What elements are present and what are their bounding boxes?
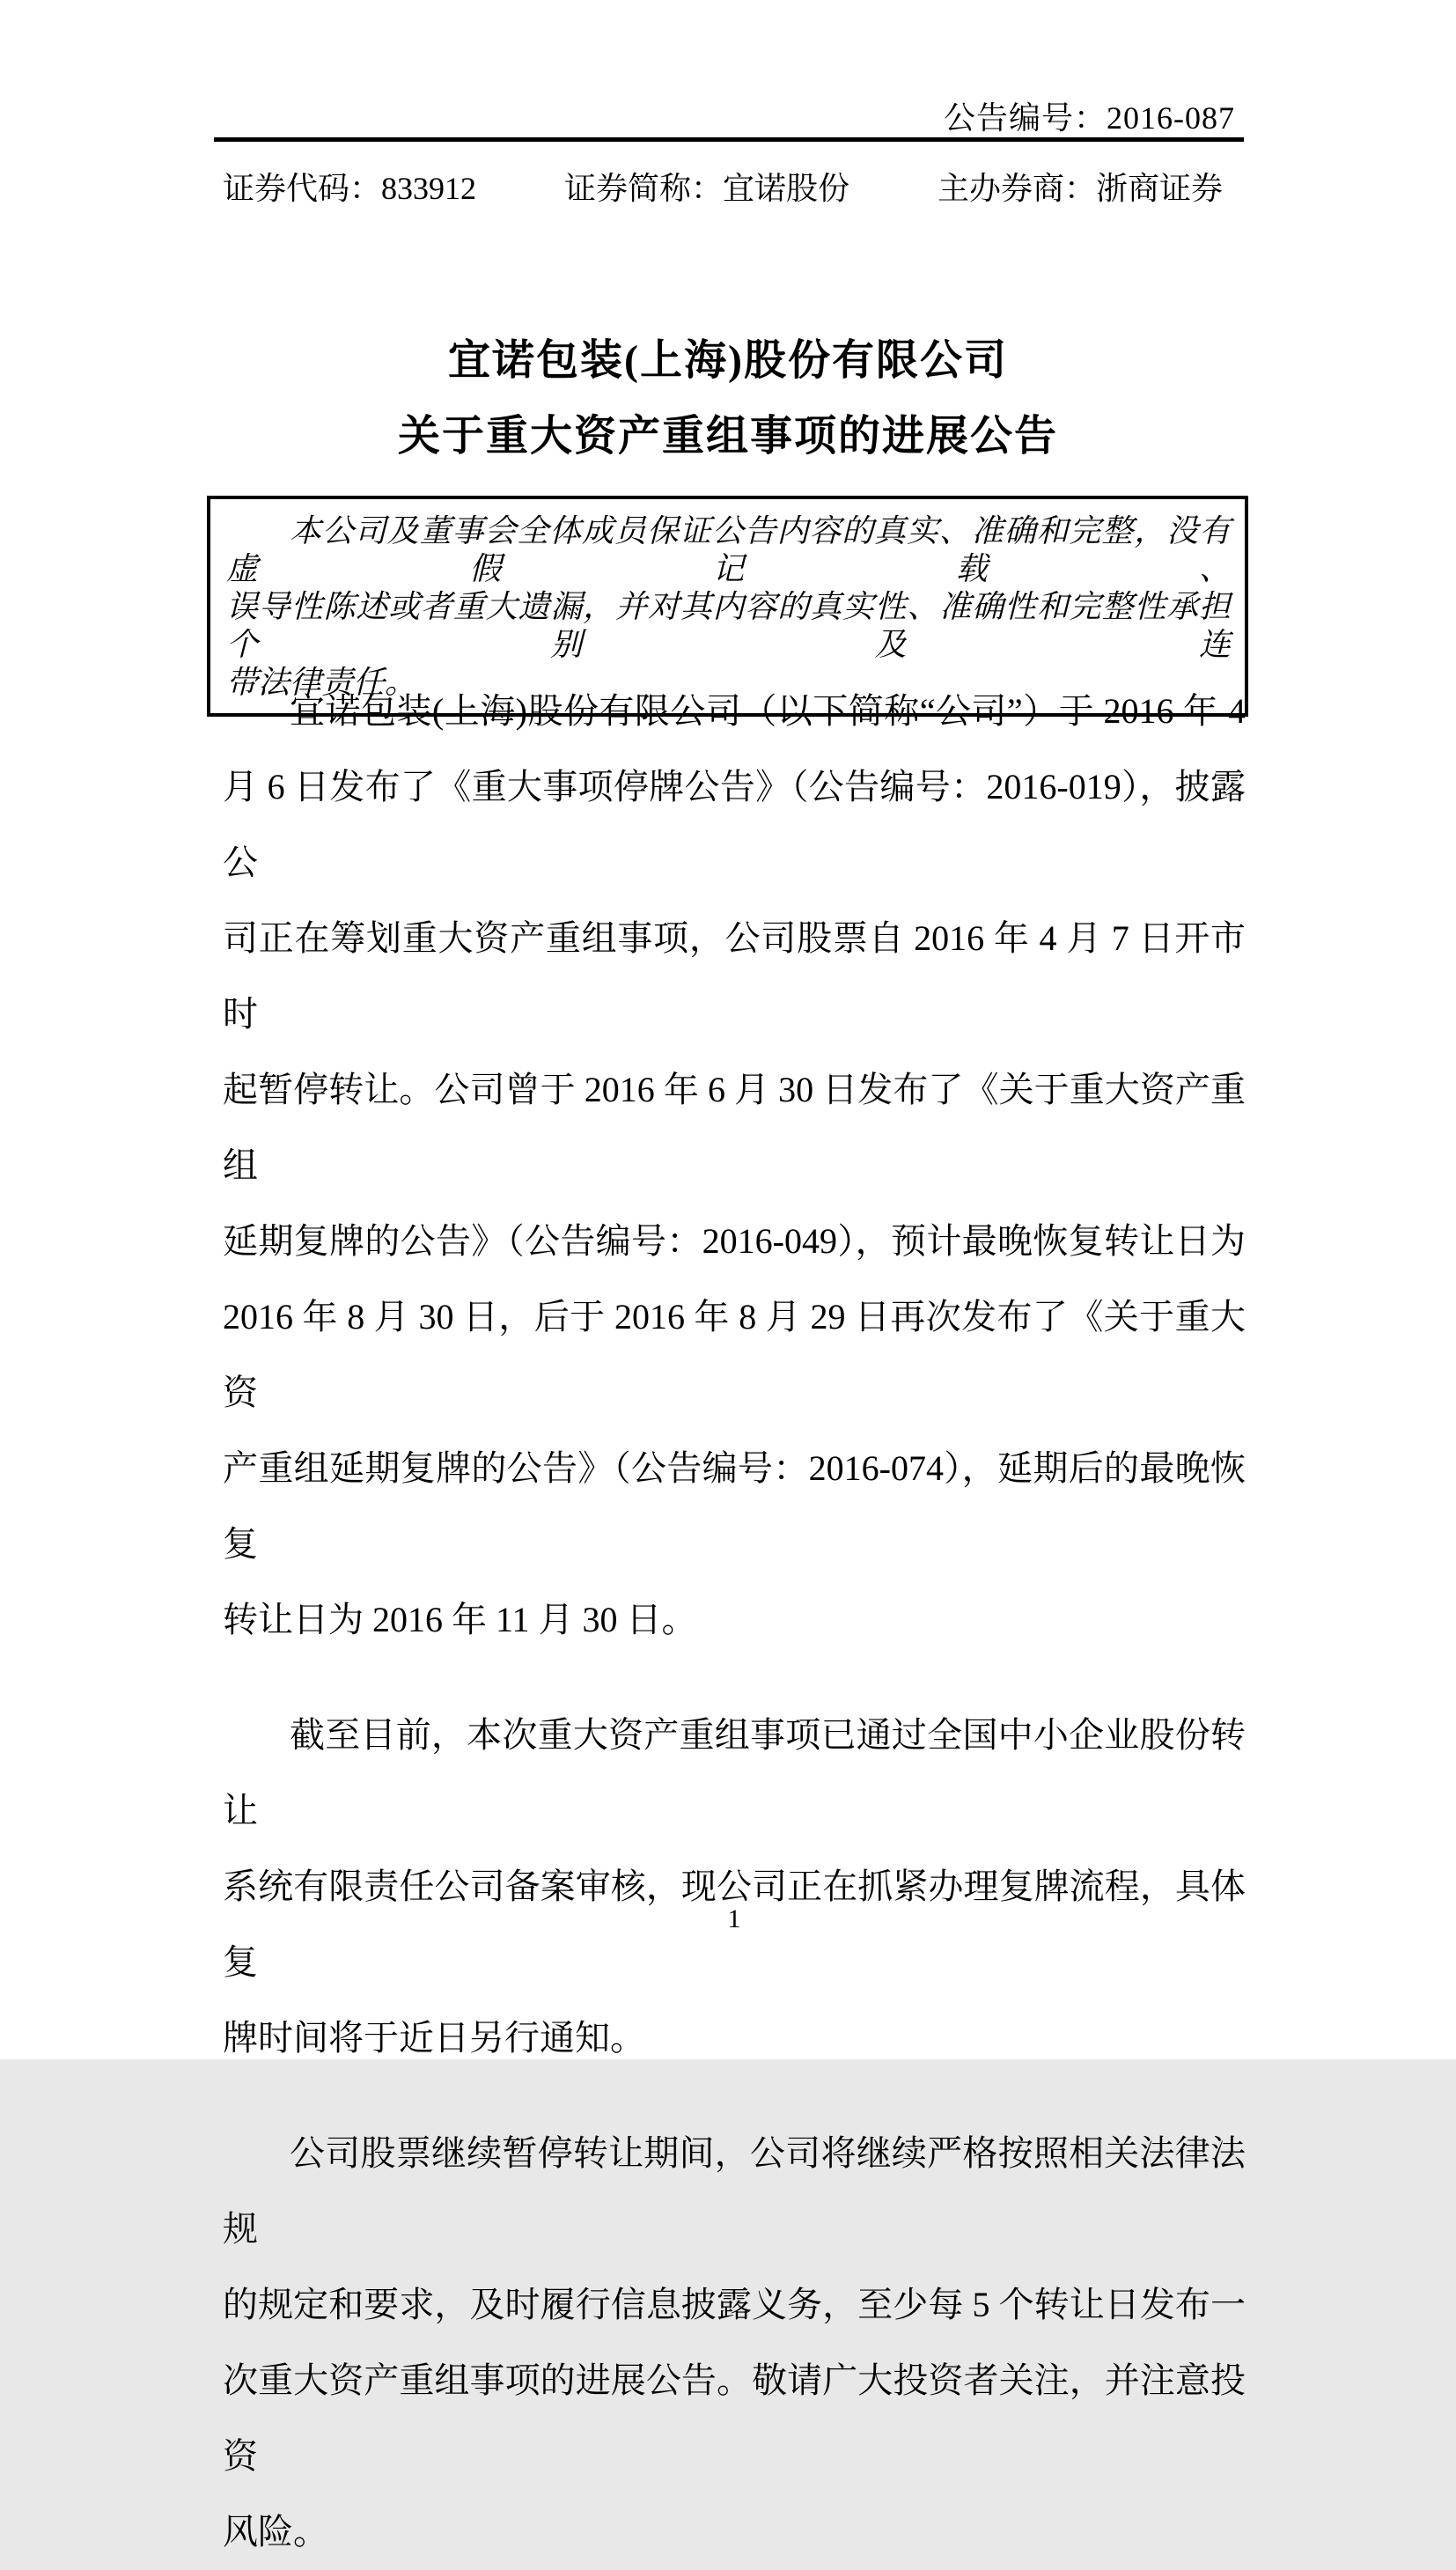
- body-line: 系统有限责任公司备案审核，现公司正在抓紧办理复牌流程，具体复: [223, 1867, 1246, 1982]
- body-line: 产重组延期复牌的公告》（公告编号：2016-074），延期后的最晚恢复: [223, 1448, 1246, 1564]
- body-line: 次重大资产重组事项的进展公告。敬请广大投资者关注，并注意投资: [223, 2360, 1246, 2476]
- header-rule: [214, 137, 1244, 142]
- stock-short-name: 证券简称：宜诺股份: [563, 171, 849, 206]
- body-paragraph: [223, 674, 1246, 1658]
- body-line: 截至目前，本次重大资产重组事项已通过全国中小企业股份转让: [223, 1715, 1246, 1830]
- body-line: 公司股票继续暂停转让期间，公司将继续严格按照相关法律法规: [223, 2133, 1246, 2249]
- body-line: 司正在筹划重大资产重组事项，公司股票自 2016 年 4 月 7 日开市时: [223, 918, 1246, 1034]
- page-number: 1: [727, 1904, 741, 1933]
- body-line: 月 6 日发布了《重大事项停牌公告》（公告编号：2016-019），披露公: [223, 767, 1246, 882]
- body-line: 2016 年 8 月 30 日，后于 2016 年 8 月 29 日再次发布了《关于重大资: [223, 1297, 1246, 1412]
- title-company-name: 宜诺包装(上海)股份有限公司: [448, 337, 1008, 384]
- body-line: 延期复牌的公告》（公告编号：2016-049），预计最晚恢复转让日为: [223, 1221, 1246, 1261]
- disclaimer-line: 误导性陈述或者重大遗漏，并对其内容的真实性、准确性和完整性承担个别及连: [226, 589, 1231, 662]
- document-body: [223, 674, 1246, 2570]
- document-title: [217, 323, 1239, 475]
- body-line: 的规定和要求，及时履行信息披露义务，至少每 5 个转让日发布一: [223, 2285, 1246, 2324]
- title-announcement-subject: 关于重大资产重组事项的进展公告: [397, 413, 1058, 460]
- body-line: 转让日为 2016 年 11 月 30 日。: [223, 1600, 697, 1639]
- body-paragraph: [223, 2116, 1246, 2570]
- body-line: 牌时间将于近日另行通知。: [223, 2018, 645, 2058]
- announcement-number: 公告编号：2016-087: [944, 100, 1235, 136]
- stock-code: 证券代码：833912: [223, 171, 477, 206]
- body-line: 起暂停转让。公司曾于 2016 年 6 月 30 日发布了《关于重大资产重组: [223, 1070, 1246, 1185]
- body-line: 宜诺包装(上海)股份有限公司（以下简称“公司”）于 2016 年 4: [290, 691, 1246, 731]
- body-line: 风险。: [223, 2512, 328, 2552]
- sponsor-broker: 主办券商：浙商证券: [937, 171, 1223, 206]
- securities-info-row: [223, 169, 1246, 208]
- body-paragraph: [223, 1697, 1246, 2076]
- disclaimer-line: 带法律责任。: [226, 665, 417, 700]
- disclaimer-line: 本公司及董事会全体成员保证公告内容的真实、准确和完整，没有虚假记载、: [226, 513, 1231, 586]
